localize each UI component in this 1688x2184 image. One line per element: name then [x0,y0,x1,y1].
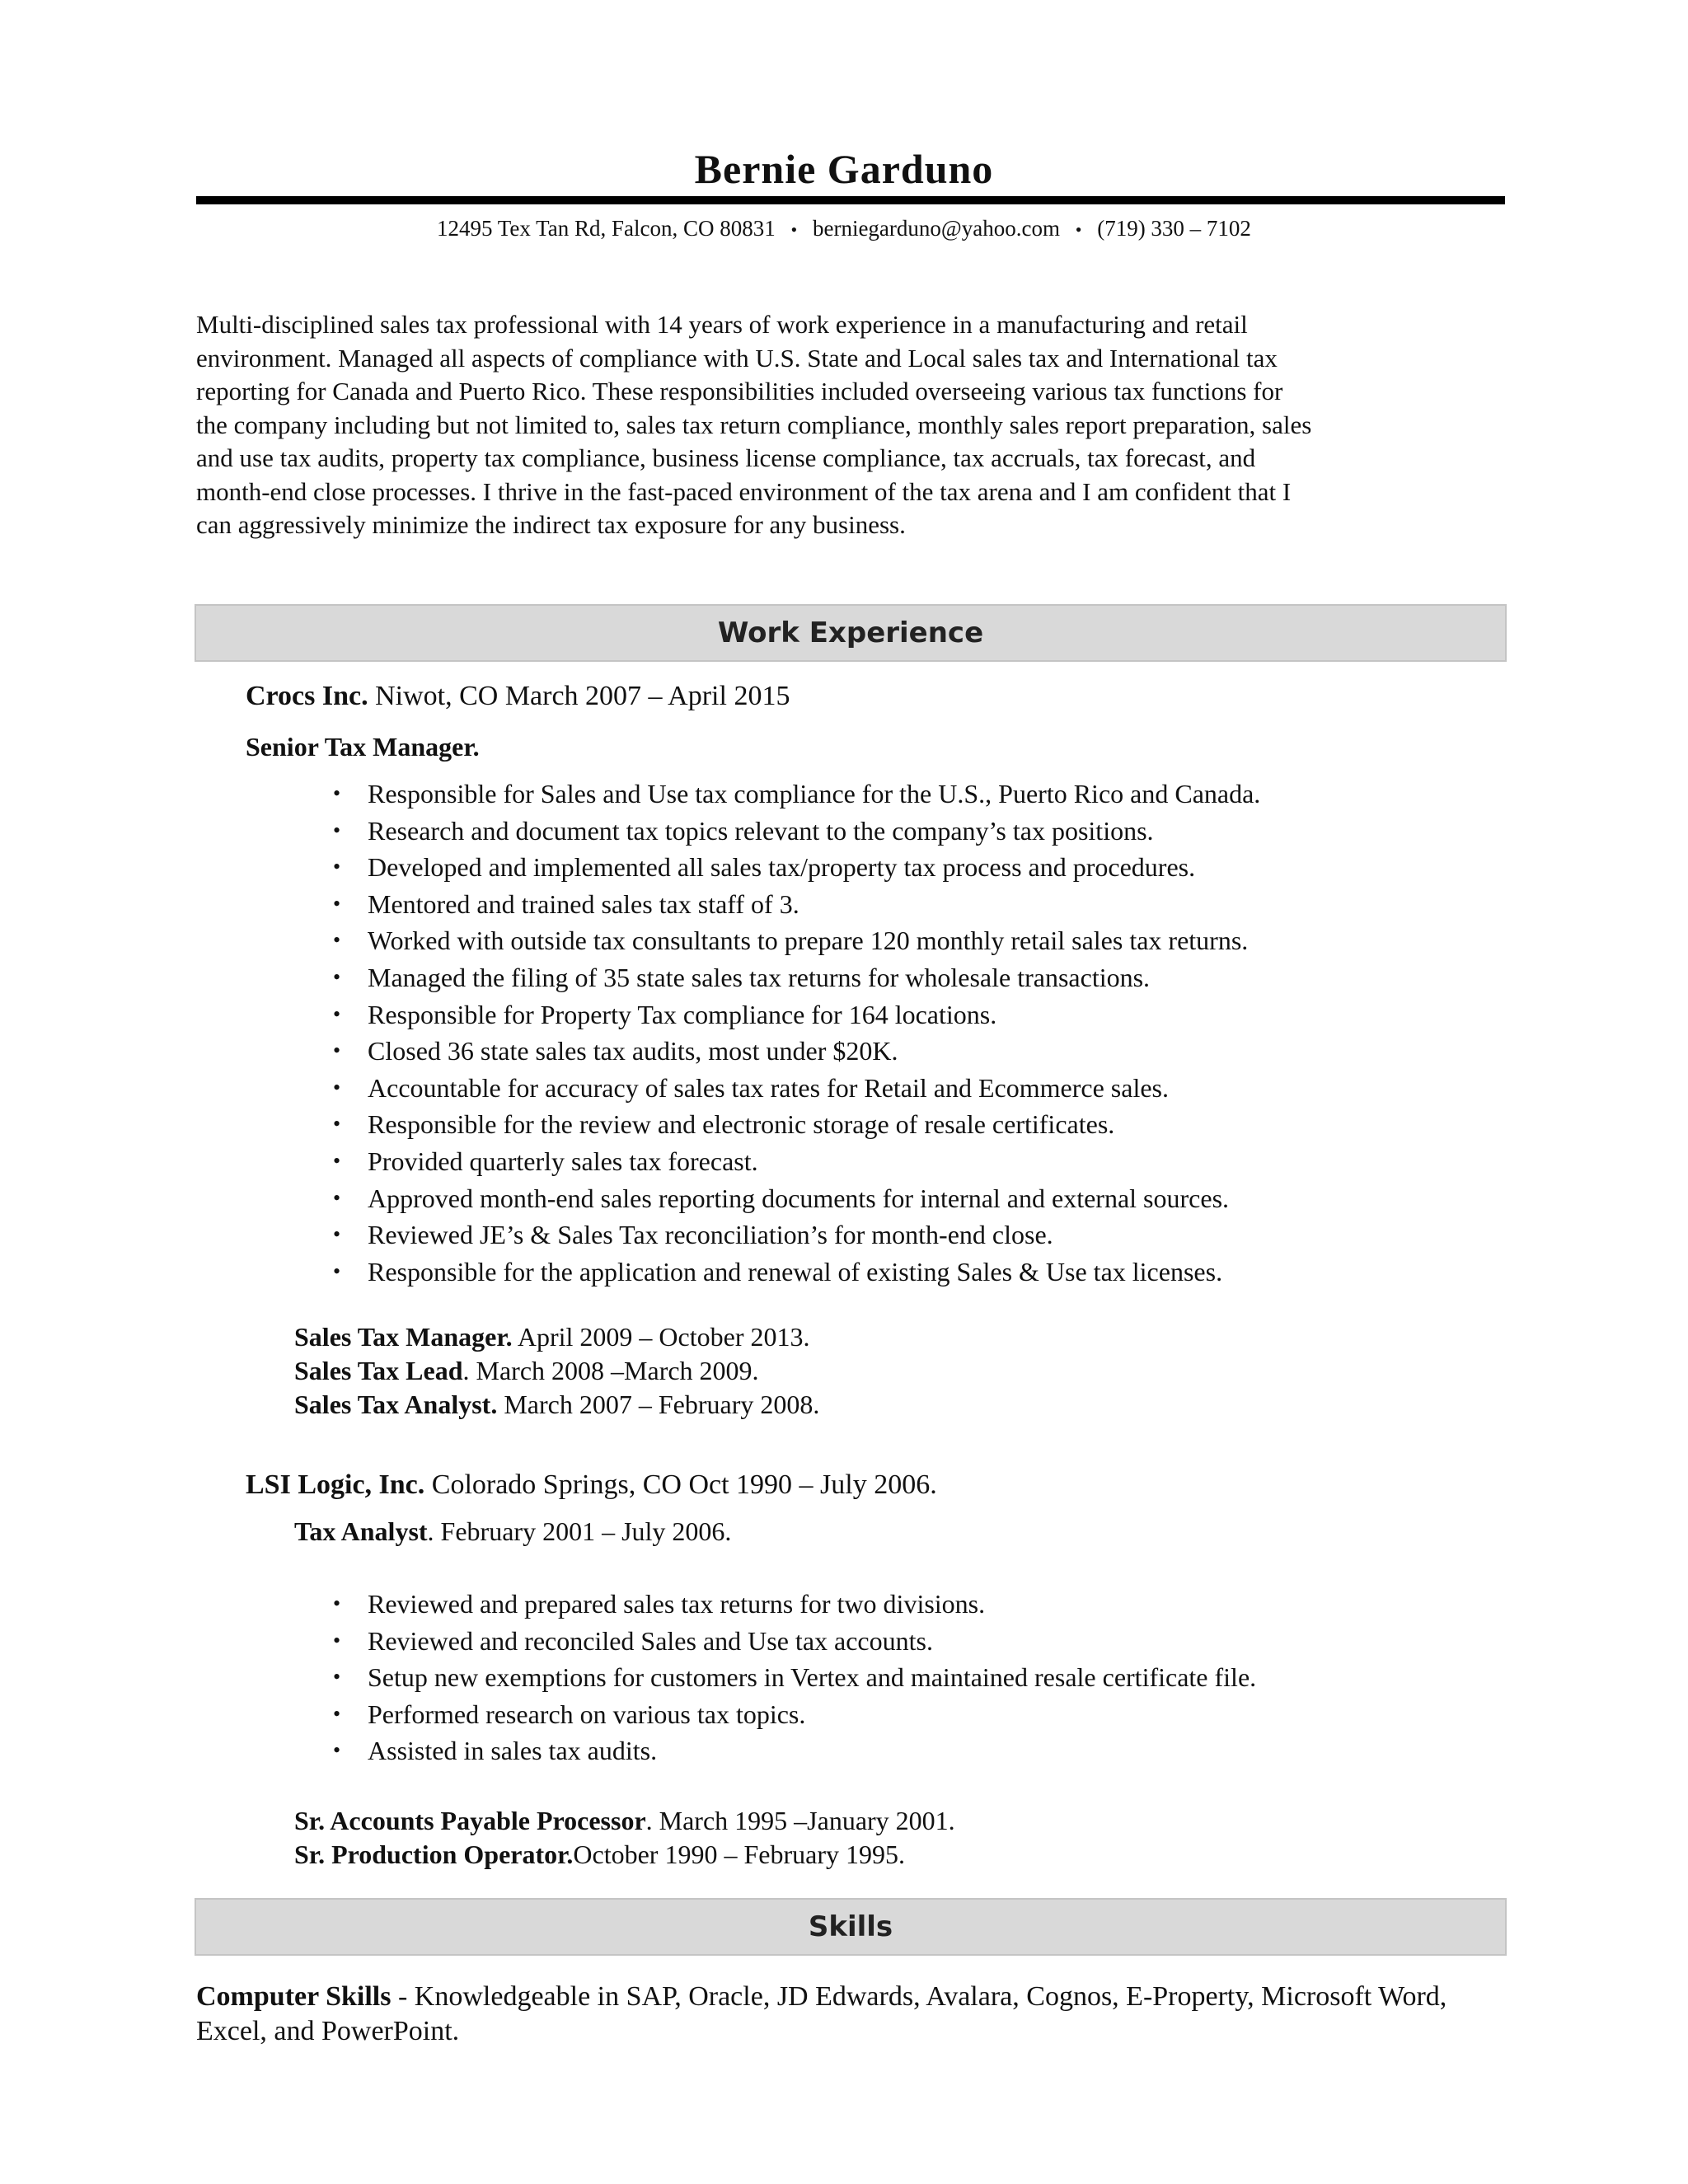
skills-text: - Knowledgeable in SAP, Oracle, JD Edwards, Avalara, Cognos, E-Property, Microsoft Word, Excel, and PowerPoint. [196,1981,1447,2046]
prior-role: Sales Tax Manager. April 2009 – October 2013. [294,1322,810,1352]
bullet-icon: • [333,1628,341,1652]
bullet-icon: • [333,1222,341,1247]
prior-roles [294,1320,819,1422]
list-item: • Reviewed and prepared sales tax returns for two divisions. [328,1586,1256,1623]
summary-line: reporting for Canada and Puerto Rico. These responsibilities included overseeing various tax functions for [196,377,1283,405]
bullet-icon: • [333,1701,341,1726]
computer-skills [196,1980,1515,2049]
list-item: • Responsible for the review and electronic storage of resale certificates. [328,1106,1260,1143]
list-item: • Approved month-end sales reporting documents for internal and external sources. [328,1180,1260,1217]
list-item: • Accountable for accuracy of sales tax rates for Retail and Ecommerce sales. [328,1070,1260,1107]
bullet-icon: • [333,781,341,805]
list-item: • Performed research on various tax topics. [328,1696,1256,1733]
bullet-icon: • [333,1112,341,1137]
summary-line: and use tax audits, property tax compliance, business license compliance, tax accruals, tax forecast, and [196,443,1256,472]
bullet-icon: • [333,964,341,989]
summary-line: environment. Managed all aspects of compliance with U.S. State and Local sales tax and International tax [196,343,1278,373]
prior-role: Sr. Accounts Payable Processor. March 1995 –January 2001. [294,1806,955,1835]
list-item: • Managed the filing of 35 state sales tax returns for wholesale transactions. [328,959,1260,996]
list-item: • Reviewed JE’s & Sales Tax reconciliation’s for month-end close. [328,1216,1260,1254]
prior-roles [294,1804,955,1872]
summary-paragraph [196,308,1507,542]
work-experience-heading: Work Experience [195,604,1507,662]
email[interactable]: berniegarduno@yahoo.com [812,216,1060,241]
list-item: • Research and document tax topics relevant to the company’s tax positions. [328,813,1260,850]
list-item: • Worked with outside tax consultants to prepare 120 monthly retail sales tax returns. [328,922,1260,959]
bullet-icon: • [333,1185,341,1210]
bullet-icon: • [333,818,341,842]
list-item: • Provided quarterly sales tax forecast. [328,1143,1260,1180]
job-responsibilities-list [328,776,1260,1290]
bullet-icon: • [333,1001,341,1026]
contact-line [0,216,1688,241]
bullet-icon: • [333,1738,341,1763]
summary-line: the company including but not limited to, sales tax return compliance, monthly sales report preparation, sales [196,410,1312,439]
summary-line: can aggressively minimize the indirect tax exposure for any business. [196,510,906,539]
separator-icon: • [1075,219,1082,240]
list-item: • Responsible for Property Tax compliance for 164 locations. [328,996,1260,1033]
list-item: • Setup new exemptions for customers in Vertex and maintained resale certificate file. [328,1659,1256,1696]
list-item: • Responsible for the application and renewal of existing Sales & Use tax licenses. [328,1254,1260,1291]
bullet-icon: • [333,1075,341,1099]
bullet-icon: • [333,928,341,953]
company-name: Crocs Inc. [246,681,368,711]
job-title: Senior Tax Manager. [246,732,480,762]
candidate-name: Bernie Garduno [694,146,994,192]
prior-role: Sr. Production Operator.October 1990 – February 1995. [294,1840,905,1869]
bullet-icon: • [333,891,341,916]
list-item: • Closed 36 state sales tax audits, most under $20K. [328,1033,1260,1070]
company-location-dates: Niwot, CO March 2007 – April 2015 [368,681,790,711]
bullet-icon: • [333,1665,341,1690]
company-name: LSI Logic, Inc. [246,1469,425,1500]
company-location-dates: Colorado Springs, CO Oct 1990 – July 2006. [424,1469,937,1500]
job-title: Tax Analyst. February 2001 – July 2006. [294,1516,732,1546]
list-item: • Mentored and trained sales tax staff of 3. [328,886,1260,923]
prior-role: Sales Tax Lead. March 2008 –March 2009. [294,1356,759,1385]
bullet-icon: • [333,1148,341,1173]
summary-line: month-end close processes. I thrive in the fast-paced environment of the tax arena and I am confident that I [196,476,1292,506]
prior-role: Sales Tax Analyst. March 2007 – February 2008. [294,1390,820,1419]
bullet-icon: • [333,1258,341,1283]
list-item: • Responsible for Sales and Use tax compliance for the U.S., Puerto Rico and Canada. [328,776,1260,813]
skills-label: Computer Skills [196,1981,392,2012]
address: 12495 Tex Tan Rd, Falcon, CO 80831 [437,216,776,241]
job-responsibilities-list [328,1586,1256,1769]
bullet-icon: • [333,1591,341,1615]
list-item: • Assisted in sales tax audits. [328,1732,1256,1769]
skills-heading: Skills [195,1898,1507,1956]
bullet-icon: • [333,855,341,879]
job-company-line [246,1469,937,1501]
list-item: • Developed and implemented all sales tax/property tax process and procedures. [328,849,1260,886]
bullet-icon: • [333,1038,341,1063]
summary-line: Multi-disciplined sales tax professional with 14 years of work experience in a manufacturing and retail [196,310,1248,339]
header-divider [196,196,1505,204]
job-company-line [246,681,790,712]
phone: (719) 330 – 7102 [1097,216,1251,241]
separator-icon: • [790,219,798,240]
list-item: • Reviewed and reconciled Sales and Use tax accounts. [328,1623,1256,1660]
